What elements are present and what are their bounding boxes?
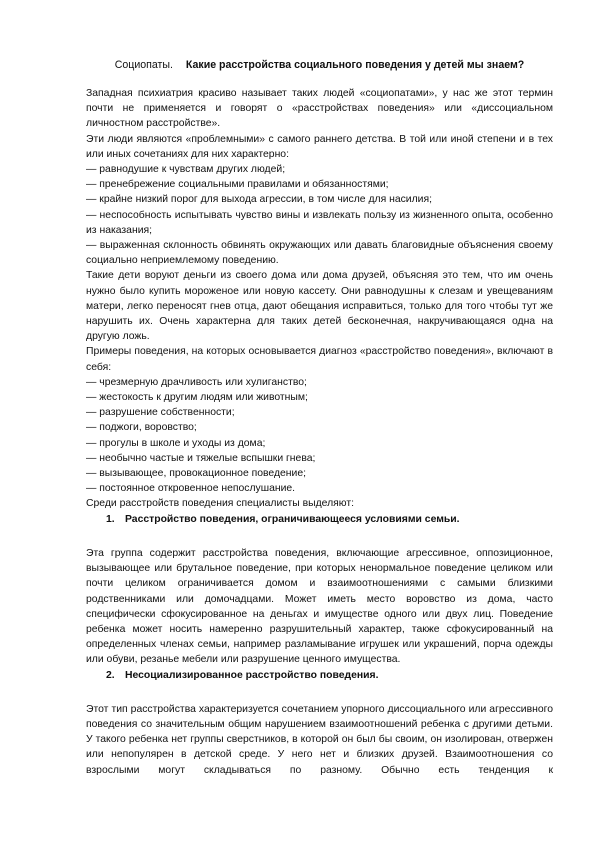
list-item: — выраженная склонность обвинять окружающих или давать благовидные объяснения своему социально неприемлемому поведению. [86, 240, 553, 267]
examples-intro-paragraph: Примеры поведения, на которых основывается диагноз «расстройство поведения», включают в себя: [86, 346, 553, 373]
document-title [86, 58, 553, 73]
list-item: — равнодушие к чувствам других людей; [86, 164, 286, 176]
examples-list [86, 375, 553, 497]
section-body-2: Этот тип расстройства характеризуется сочетанием упорного диссоциального или агрессивного поведения со значительным общим нарушением взаимоотношений ребенка с другими детьми. У такого ребенка нет группы сверстников, в которой он был бы своим, он изолирован, отвержен или непопулярен в детской среде. У него нет и близких друзей. Взаимоотношения со взрослыми могут складываться по разному. Обычно есть тенденция к [86, 703, 553, 776]
list-item: — крайне низкий порог для выхода агрессии, в том числе для насилия; [86, 194, 432, 206]
section-body-1: Эта группа содержит расстройства поведения, включающие агрессивное, оппозиционное, вызывающее или брутальное поведение, при которых ненормальное поведение целиком или почти целиком ограничивается домом и взаимоотношениями с самыми близкими родственниками или домочадцами. Может иметь место воровство из дома, часто специфически сфокусированное на деньгах и имуществе одного или двух лиц. Поведение ребенка может носить намеренно разрушительный характер, также сфокусированный на определенных членах семьи, например разламывание игрушек или украшений, порча одежды или обуви, резанье мебели или разрушение ценного имущества. [86, 547, 553, 666]
list-item: — прогулы в школе и уходы из дома; [86, 437, 266, 449]
title-main: Какие расстройства социального поведения у детей мы знаем? [185, 59, 525, 71]
list-item: — постоянное откровенное непослушание. [86, 483, 296, 495]
list-item: — поджоги, воровство; [86, 422, 197, 434]
section-heading-2 [86, 668, 553, 683]
list-item: — разрушение собственности; [86, 407, 235, 419]
title-lead: Социопаты. [114, 59, 173, 71]
list-item: — необычно частые и тяжелые вспышки гнева; [86, 452, 316, 464]
list-item: — жестокость к другим людям или животным; [86, 392, 308, 404]
list-item: — чрезмерную драчливость или хулиганство; [86, 376, 307, 388]
section-title: Несоциализированное расстройство поведения. [125, 669, 379, 681]
traits-list [86, 162, 553, 268]
section-number: 2. [106, 669, 115, 681]
list-item: — неспособность испытывать чувство вины и извлекать пользу из жизненного опыта, особенно из наказания; [86, 209, 553, 236]
section-title: Расстройство поведения, ограничивающееся условиями семьи. [125, 513, 460, 525]
intro-paragraph: Западная психиатрия красиво называет таких людей «социопатами», у нас же этот термин почти не применяется и говорят о «расстройствах поведения» или «диссоциальном личностном расстройстве». [86, 88, 553, 130]
section-heading-1 [86, 512, 553, 527]
list-item: — вызывающее, провокационное поведение; [86, 468, 307, 480]
problem-intro-paragraph: Эти люди являются «проблемными» с самого раннего детства. В той или иной степени и в тех или иных сочетаниях для них характерно: [86, 133, 553, 160]
section-number: 1. [106, 513, 115, 525]
list-item: — пренебрежение социальными правилами и обязанностями; [86, 179, 389, 191]
children-paragraph: Такие дети воруют деньги из своего дома или дома друзей, объясняя это тем, что им очень нужно было купить мороженое или новую кассету. Они равнодушны к слезам и увещеваниям матери, легко переносят гнев отца, дают обещания исправиться, только для того чтобы тут же нарушить их. Очень характерна для таких детей бесконечная, накручивающаяся одна на другую ложь. [86, 270, 553, 343]
types-intro-paragraph: Среди расстройств поведения специалисты выделяют: [86, 498, 354, 510]
